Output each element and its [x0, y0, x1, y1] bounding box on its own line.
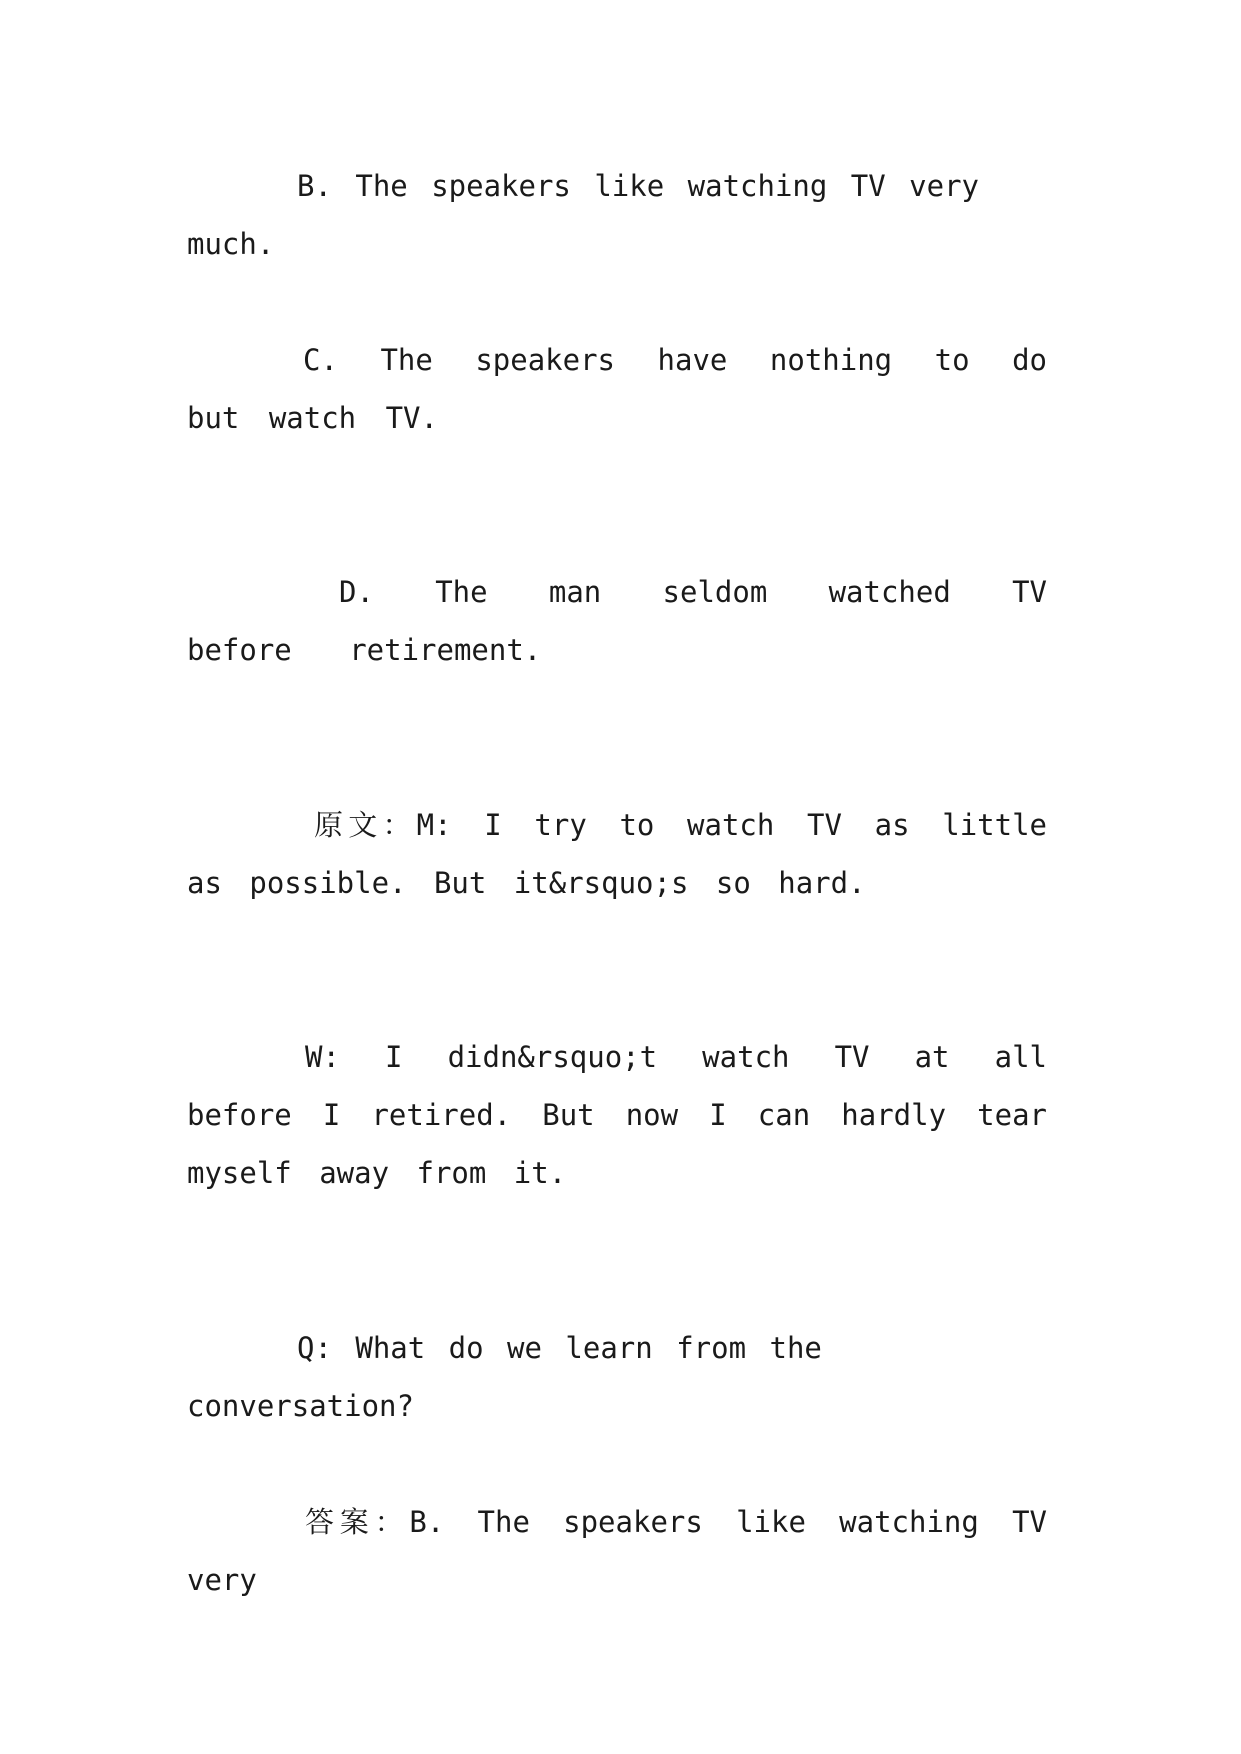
- transcript-man-paragraph: 原文：M: I try to watch TV as little as possible. But it&rsquo;s so hard.: [187, 808, 1047, 900]
- answer-paragraph: 答案：B. The speakers like watching TV very: [187, 1505, 1047, 1597]
- transcript-woman-paragraph: W: I didn&rsquo;t watch TV at all before I retired. But now I can hardly tear myself away from it.: [187, 1040, 1047, 1190]
- option-d-paragraph: D. The man seldom watched TV before retirement.: [187, 575, 1047, 667]
- option-b-paragraph: B. The speakers like watching TV very much.: [187, 169, 980, 261]
- question-paragraph: Q: What do we learn from the conversation?: [187, 1331, 822, 1423]
- option-c-paragraph: C. The speakers have nothing to do but watch TV.: [187, 343, 1047, 435]
